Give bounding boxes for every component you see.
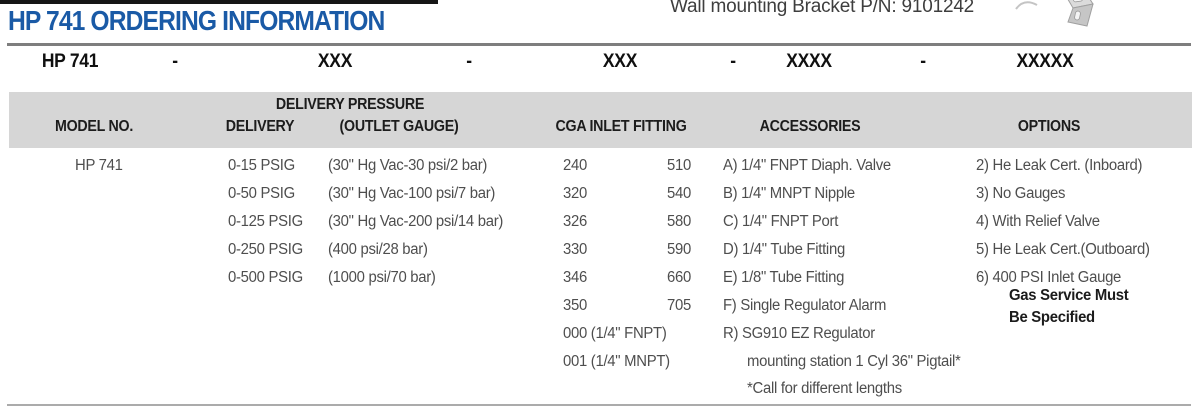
delivery-cell: 0-125 PSIG — [228, 213, 303, 230]
column-accessories — [723, 152, 891, 348]
delivery-cell: 0-500 PSIG — [228, 269, 303, 286]
accessory-cont-cell: mounting station 1 Cyl 36" Pigtail* — [747, 353, 961, 370]
ordering-code-accessories: XXXX — [786, 51, 832, 72]
delivery-cell: 0-50 PSIG — [228, 185, 295, 202]
wall-bracket-note: Wall mounting Bracket P/N: 9101242 — [670, 0, 975, 17]
header-model-no: MODEL NO. — [54, 118, 134, 135]
cga-cell: 705 — [667, 297, 691, 314]
option-cell: 4) With Relief Valve — [976, 213, 1100, 230]
accessories-continuation — [747, 348, 961, 402]
header-accessories: ACCESSORIES — [759, 118, 861, 135]
column-cga-2 — [667, 152, 691, 320]
photo-fragment-icon — [1014, 0, 1040, 10]
option-cell: 6) 400 PSI Inlet Gauge — [976, 269, 1122, 286]
cga-cell: 320 — [563, 185, 587, 202]
model-no-cell: HP 741 — [75, 157, 123, 174]
accessory-cell: B) 1/4" MNPT Nipple — [723, 185, 855, 202]
cga-cell: 590 — [667, 241, 691, 258]
outlet-gauge-cell: (30" Hg Vac-100 psi/7 bar) — [328, 185, 496, 202]
outlet-gauge-cell: (400 psi/28 bar) — [328, 241, 428, 258]
ordering-code-separator: - — [466, 51, 472, 72]
cga-cell: 330 — [563, 241, 587, 258]
header-cga-inlet-fitting: CGA INLET FITTING — [555, 118, 687, 135]
top-divider-bar — [0, 0, 438, 4]
cga-cell: 660 — [667, 269, 691, 286]
wall-bracket-icon — [1052, 0, 1104, 30]
cga-cell: 346 — [563, 269, 587, 286]
ordering-code-model: HP 741 — [41, 51, 99, 72]
accessory-cell: F) Single Regulator Alarm — [723, 297, 887, 314]
ordering-code-separator: - — [920, 51, 926, 72]
cga-cell: 000 (1/4" FNPT) — [563, 325, 667, 342]
option-cell: 2) He Leak Cert. (Inboard) — [976, 157, 1143, 174]
header-delivery-pressure-group: DELIVERY PRESSURE — [275, 96, 425, 113]
column-delivery — [228, 152, 303, 292]
outlet-gauge-cell: (30" Hg Vac-30 psi/2 bar) — [328, 157, 488, 174]
ordering-code-options: XXXXX — [1016, 51, 1074, 72]
header-outlet-gauge: (OUTLET GAUGE) — [339, 118, 459, 135]
ordering-code-separator: - — [172, 51, 178, 72]
cga-cell: 001 (1/4" MNPT) — [563, 353, 670, 370]
cga-cell: 580 — [667, 213, 691, 230]
column-options — [976, 152, 1150, 292]
cga-cell: 240 — [563, 157, 587, 174]
cga-cell: 326 — [563, 213, 587, 230]
cga-cell: 350 — [563, 297, 587, 314]
option-cell: 3) No Gauges — [976, 185, 1066, 202]
ordering-code-delivery: XXX — [317, 51, 353, 72]
accessory-cell: E) 1/8" Tube Fitting — [723, 269, 845, 286]
cga-cell: 540 — [667, 185, 691, 202]
outlet-gauge-cell: (30" Hg Vac-200 psi/14 bar) — [328, 213, 504, 230]
column-outlet-gauge — [328, 152, 503, 292]
delivery-cell: 0-250 PSIG — [228, 241, 303, 258]
header-delivery: DELIVERY — [225, 118, 295, 135]
bottom-rule — [7, 404, 1191, 406]
accessory-footnote: *Call for different lengths — [747, 380, 902, 397]
page-title: HP 741 ORDERING INFORMATION — [8, 5, 385, 36]
accessory-cell: A) 1/4" FNPT Diaph. Valve — [723, 157, 891, 174]
ordering-code-cga: XXX — [602, 51, 638, 72]
option-cell: 5) He Leak Cert.(Outboard) — [976, 241, 1150, 258]
ordering-code-separator: - — [730, 51, 736, 72]
outlet-gauge-cell: (1000 psi/70 bar) — [328, 269, 436, 286]
accessory-cell: C) 1/4" FNPT Port — [723, 213, 839, 230]
header-options: OPTIONS — [1017, 118, 1081, 135]
title-rule — [7, 43, 1191, 46]
accessory-cell: R) SG910 EZ Regulator — [723, 325, 875, 342]
column-cga-1 — [563, 152, 670, 376]
accessory-cell: D) 1/4" Tube Fitting — [723, 241, 845, 258]
gas-service-note-line: Be Specified — [1009, 309, 1095, 326]
gas-service-note-line: Gas Service Must — [1009, 287, 1129, 304]
column-model-no — [75, 152, 123, 180]
gas-service-note — [1009, 285, 1128, 329]
delivery-cell: 0-15 PSIG — [228, 157, 295, 174]
cga-cell: 510 — [667, 157, 691, 174]
